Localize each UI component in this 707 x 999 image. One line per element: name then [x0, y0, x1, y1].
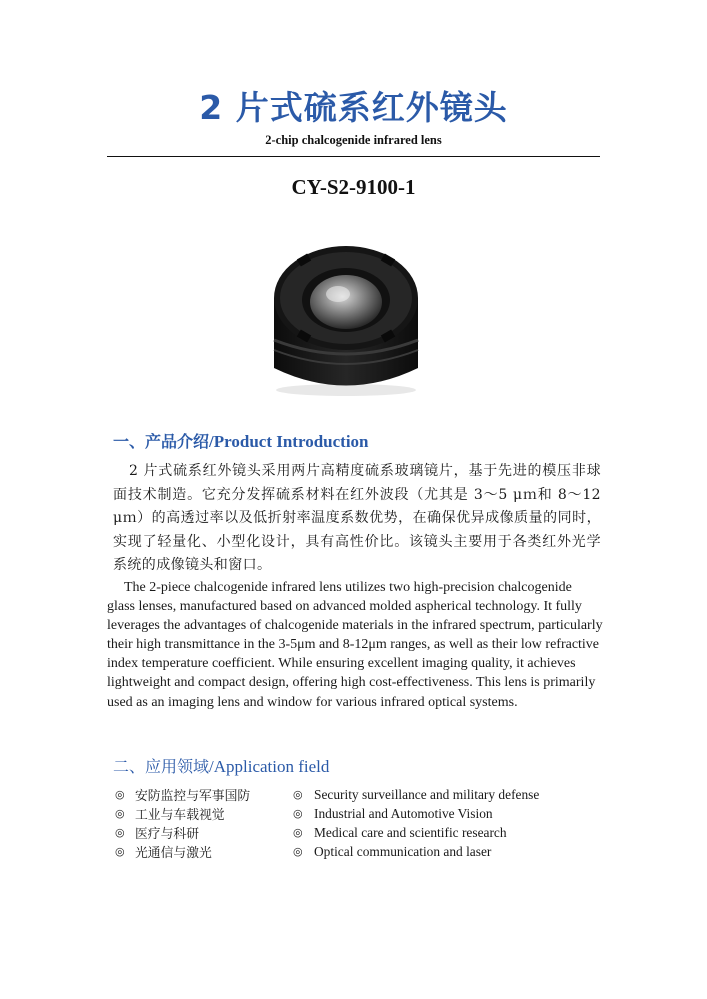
section-heading-application-cn: 二、应用领域 — [113, 757, 210, 776]
section-heading-intro — [113, 429, 369, 452]
bullet-icon: ◎ — [115, 845, 125, 858]
application-en: Medical care and scientific research — [314, 824, 507, 840]
section-heading-intro-cn: 一、产品介绍 — [113, 432, 210, 451]
bullet-icon: ◎ — [115, 807, 125, 820]
application-cn: 安防监控与军事国防 — [135, 789, 251, 804]
title-divider — [107, 156, 600, 157]
section-heading-application — [113, 754, 329, 777]
section-heading-intro-en: /Product Introduction — [209, 432, 369, 451]
application-list — [115, 785, 595, 861]
page-title: 2 片式硫系红外镜头 — [199, 88, 508, 127]
intro-paragraph-en: The 2-piece chalcogenide infrared lens utilizes two high-precision chalcogenide glass lenses, manufactured based on advanced molded aspherical technology. It fully leverages the advantages of chalcogenide materials in the infrared spectrum, particularly their high transmittance in the 3-5μm and 8-12μm ranges, as well as their low refractive index temperature coefficient. While ensuring excellent imaging quality, it achieves lightweight and compact design, offering high cost-effectiveness. This lens is primarily used as an imaging lens and window for various infrared optical systems. — [107, 580, 603, 710]
intro-paragraph-cn: 2 片式硫系红外镜头采用两片高精度硫系玻璃镜片，基于先进的模压非球面技术制造。它充分发挥硫系材料在红外波段（尤其是 3～5 μｍ和 8～12 μｍ）的高透过率以及低折射率温度系数优势，在确保优异成像质量的同时，实现了轻量化、小型化设计，具有高性价比。该镜头主要用于各类红外光学系统的成像镜头和窗口。 — [113, 463, 601, 574]
list-item — [115, 842, 595, 861]
lens-photo — [262, 228, 430, 398]
page-subtitle: 2-chip chalcogenide infrared lens — [265, 133, 442, 147]
bullet-icon: ◎ — [293, 826, 303, 839]
bullet-icon: ◎ — [293, 807, 303, 820]
list-item — [115, 785, 595, 804]
application-en: Optical communication and laser — [314, 843, 492, 859]
list-item — [115, 804, 595, 823]
application-en: Security surveillance and military defense — [314, 786, 540, 802]
application-cn: 工业与车载视觉 — [135, 808, 225, 823]
bullet-icon: ◎ — [115, 788, 125, 801]
application-cn: 医疗与科研 — [135, 827, 199, 842]
bullet-icon: ◎ — [293, 788, 303, 801]
application-en: Industrial and Automotive Vision — [314, 805, 493, 821]
model-number: CY-S2-9100-1 — [291, 175, 416, 199]
bullet-icon: ◎ — [115, 826, 125, 839]
list-item — [115, 823, 595, 842]
section-heading-application-en: /Application field — [209, 757, 330, 776]
bullet-icon: ◎ — [293, 845, 303, 858]
application-cn: 光通信与激光 — [135, 846, 212, 861]
